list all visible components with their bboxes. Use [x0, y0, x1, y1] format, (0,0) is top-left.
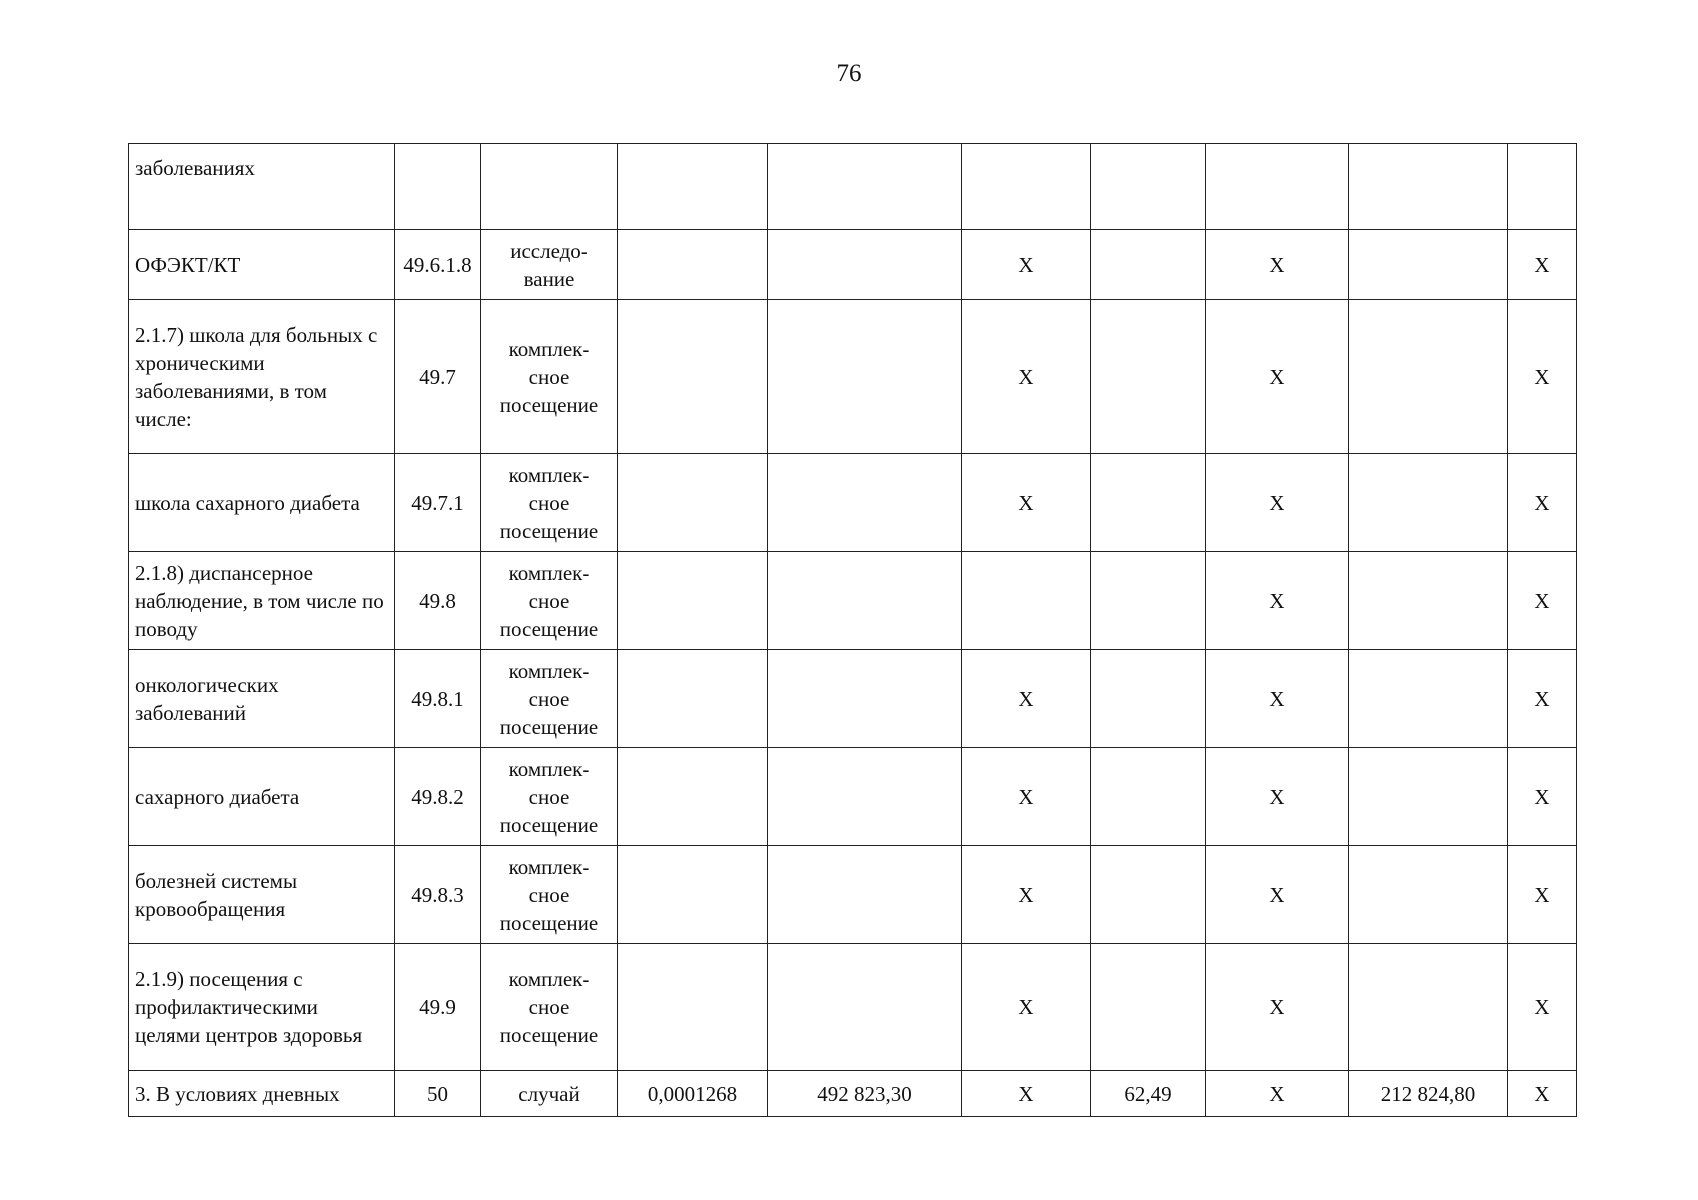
table-row: [129, 650, 1577, 748]
table-row: [129, 144, 1577, 230]
row-value-cell: [768, 144, 962, 230]
row-value-cell: [1349, 748, 1508, 846]
row-value-cell: X: [1508, 1071, 1577, 1117]
row-name-cell: болезней системы кровообращения: [129, 846, 395, 944]
row-value-cell: [618, 748, 768, 846]
row-value-cell: [618, 454, 768, 552]
row-value-cell: [768, 454, 962, 552]
row-name-cell: 3. В условиях дневных: [129, 1071, 395, 1117]
row-unit-cell: исследо- вание: [481, 230, 618, 300]
row-name-cell: 2.1.7) школа для больных с хроническими заболеваниями, в том числе:: [129, 300, 395, 454]
row-value-cell: X: [962, 650, 1091, 748]
row-code-cell: 49.8.3: [395, 846, 481, 944]
row-name-cell: ОФЭКТ/КТ: [129, 230, 395, 300]
row-value-cell: [618, 300, 768, 454]
row-value-cell: [768, 300, 962, 454]
row-value-cell: X: [962, 454, 1091, 552]
row-name-cell: 2.1.9) посещения с профилактическими целями центров здоровья: [129, 944, 395, 1071]
row-value-cell: [1091, 230, 1206, 300]
row-value-cell: [1206, 144, 1349, 230]
row-value-cell: X: [1206, 552, 1349, 650]
row-value-cell: [1349, 944, 1508, 1071]
row-code-cell: 49.7.1: [395, 454, 481, 552]
table-body: [129, 144, 1577, 1117]
row-value-cell: [1091, 144, 1206, 230]
row-value-cell: [1091, 944, 1206, 1071]
row-value-cell: [1349, 144, 1508, 230]
row-value-cell: [1349, 230, 1508, 300]
row-value-cell: [1091, 748, 1206, 846]
row-name-cell: школа сахарного диабета: [129, 454, 395, 552]
row-value-cell: X: [1206, 230, 1349, 300]
row-name-cell: онкологических заболеваний: [129, 650, 395, 748]
row-unit-cell: комплек- сное посещение: [481, 454, 618, 552]
row-code-cell: 49.8.1: [395, 650, 481, 748]
row-unit-cell: комплек- сное посещение: [481, 650, 618, 748]
row-value-cell: X: [962, 944, 1091, 1071]
table-row: [129, 944, 1577, 1071]
row-name-cell: заболеваниях: [129, 144, 395, 230]
row-value-cell: [1508, 144, 1577, 230]
page-number: 76: [836, 60, 862, 87]
row-value-cell: 492 823,30: [768, 1071, 962, 1117]
row-value-cell: [1091, 454, 1206, 552]
table-row: [129, 748, 1577, 846]
row-value-cell: [962, 552, 1091, 650]
row-value-cell: X: [1508, 552, 1577, 650]
row-value-cell: [1091, 300, 1206, 454]
row-name-cell: сахарного диабета: [129, 748, 395, 846]
row-value-cell: [618, 552, 768, 650]
row-value-cell: [1349, 552, 1508, 650]
row-unit-cell: комплек- сное посещение: [481, 552, 618, 650]
row-unit-cell: комплек- сное посещение: [481, 300, 618, 454]
table-row: [129, 552, 1577, 650]
row-value-cell: X: [1508, 748, 1577, 846]
row-name-cell: 2.1.8) диспансерное наблюдение, в том числе по поводу: [129, 552, 395, 650]
row-value-cell: X: [1508, 944, 1577, 1071]
row-value-cell: X: [1206, 650, 1349, 748]
row-value-cell: X: [1508, 454, 1577, 552]
row-value-cell: [768, 846, 962, 944]
row-value-cell: X: [962, 230, 1091, 300]
row-code-cell: 49.8: [395, 552, 481, 650]
row-value-cell: [618, 144, 768, 230]
row-value-cell: 212 824,80: [1349, 1071, 1508, 1117]
row-value-cell: X: [1508, 300, 1577, 454]
table-row: [129, 300, 1577, 454]
row-value-cell: X: [1206, 846, 1349, 944]
row-value-cell: X: [1206, 944, 1349, 1071]
row-value-cell: [618, 650, 768, 748]
row-value-cell: [768, 230, 962, 300]
row-value-cell: X: [962, 1071, 1091, 1117]
row-value-cell: 62,49: [1091, 1071, 1206, 1117]
row-value-cell: 0,0001268: [618, 1071, 768, 1117]
row-code-cell: 49.9: [395, 944, 481, 1071]
row-unit-cell: комплек- сное посещение: [481, 944, 618, 1071]
row-value-cell: X: [962, 846, 1091, 944]
row-value-cell: [1349, 300, 1508, 454]
row-unit-cell: [481, 144, 618, 230]
row-value-cell: [618, 944, 768, 1071]
row-value-cell: [1349, 846, 1508, 944]
row-value-cell: [1091, 846, 1206, 944]
row-code-cell: 50: [395, 1071, 481, 1117]
table-row: [129, 230, 1577, 300]
row-value-cell: X: [1206, 454, 1349, 552]
row-value-cell: X: [1508, 846, 1577, 944]
row-value-cell: [962, 144, 1091, 230]
row-unit-cell: случай: [481, 1071, 618, 1117]
row-unit-cell: комплек- сное посещение: [481, 846, 618, 944]
table-row: [129, 846, 1577, 944]
table-row: [129, 1071, 1577, 1117]
row-value-cell: X: [1508, 650, 1577, 748]
row-value-cell: [1091, 650, 1206, 748]
row-unit-cell: комплек- сное посещение: [481, 748, 618, 846]
row-value-cell: [768, 748, 962, 846]
row-value-cell: [768, 552, 962, 650]
row-value-cell: [1349, 454, 1508, 552]
row-value-cell: [618, 846, 768, 944]
row-value-cell: X: [962, 748, 1091, 846]
row-code-cell: 49.8.2: [395, 748, 481, 846]
row-value-cell: X: [1206, 1071, 1349, 1117]
row-value-cell: [768, 944, 962, 1071]
row-value-cell: X: [1206, 300, 1349, 454]
row-code-cell: 49.6.1.8: [395, 230, 481, 300]
row-code-cell: 49.7: [395, 300, 481, 454]
row-value-cell: [1349, 650, 1508, 748]
row-code-cell: [395, 144, 481, 230]
table-row: [129, 454, 1577, 552]
row-value-cell: X: [1508, 230, 1577, 300]
row-value-cell: X: [962, 300, 1091, 454]
tariff-table: [128, 143, 1577, 1117]
row-value-cell: [618, 230, 768, 300]
row-value-cell: [1091, 552, 1206, 650]
row-value-cell: [768, 650, 962, 748]
row-value-cell: X: [1206, 748, 1349, 846]
